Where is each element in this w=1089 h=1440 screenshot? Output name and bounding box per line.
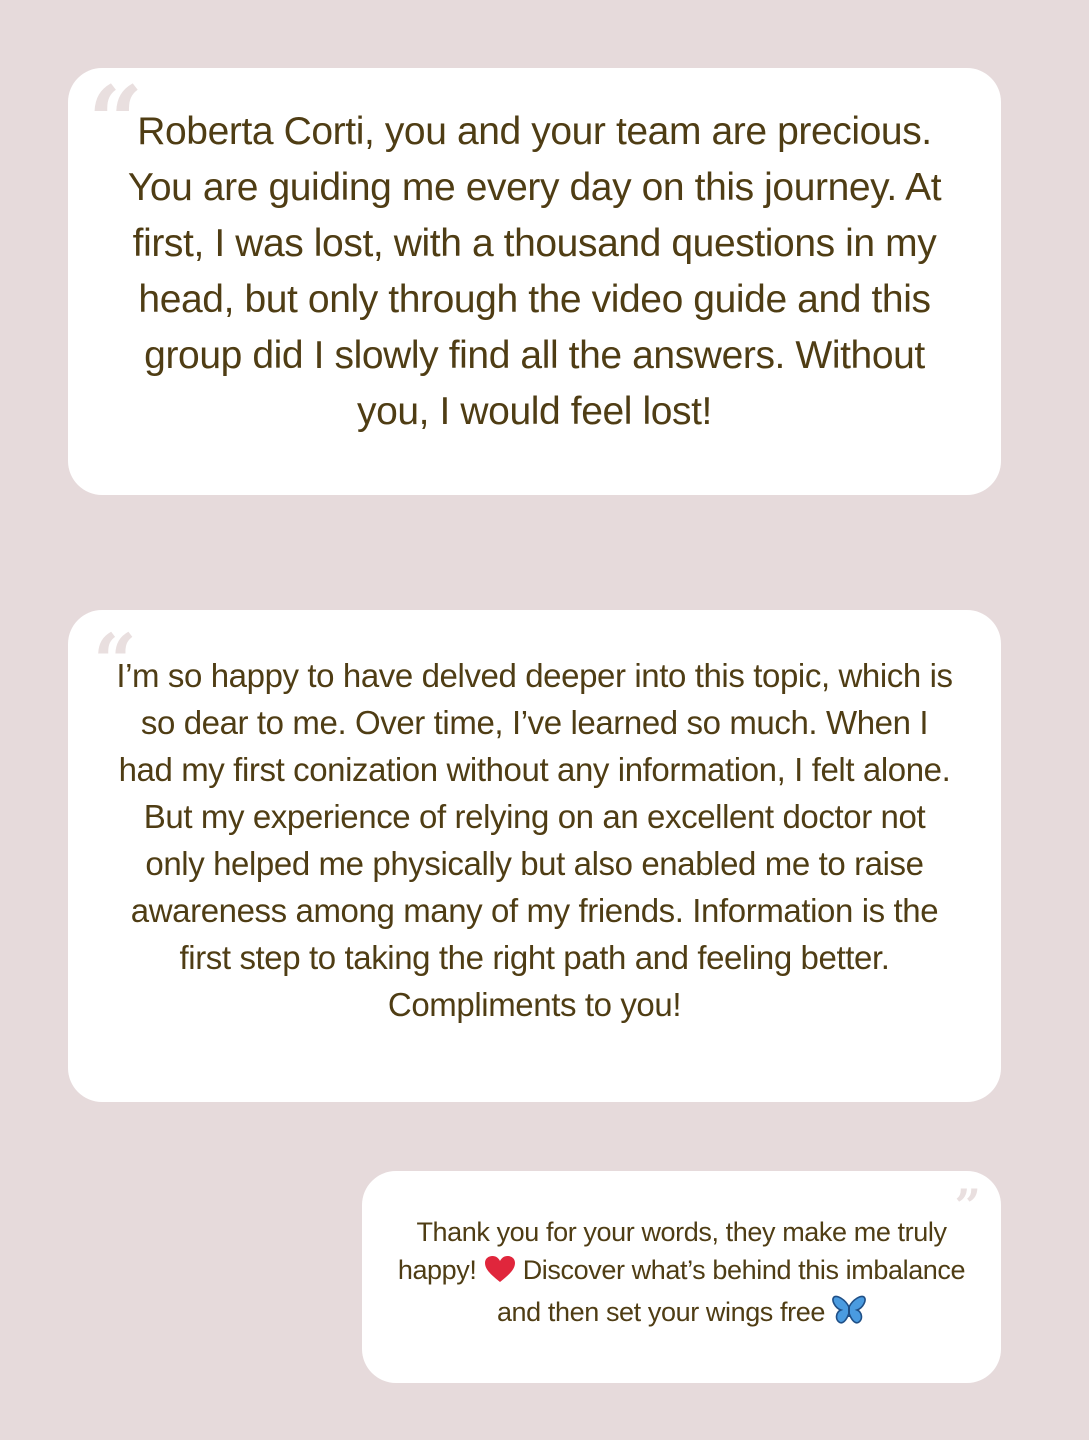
close-quote-icon: ”	[954, 1179, 981, 1233]
testimonial-card-1	[68, 65, 1001, 495]
reply-text-part-2: Discover what’s behind this imbalance and then set your wings free	[496, 1255, 966, 1327]
heart-icon	[484, 1255, 516, 1293]
reply-text-part-1: Thank you for your words, they make me truly happy!	[397, 1217, 947, 1285]
open-quote-icon: “	[88, 65, 144, 178]
butterfly-icon	[832, 1295, 866, 1335]
open-quote-icon: “	[93, 617, 137, 706]
testimonial-1-text: Roberta Corti, you and your team are precious. You are guiding me every day on this journey. At first, I was lost, with a thousand questions in my head, but only through the video guide and this group did I slowly find all the answers. Without you, I would feel lost!	[127, 109, 942, 433]
testimonial-2-text: I’m so happy to have delved deeper into this topic, which is so dear to me. Over time, I’ve learned so much. When I had my first conization without any information, I felt alone. But my experience of relying on an excellent doctor not only helped me physically but also enabled me to raise awareness among many of my friends. Information is the first step to taking the right path and feeling better. Compliments to you!	[116, 657, 953, 1023]
testimonial-card-2	[68, 610, 1001, 1102]
reply-text	[390, 1213, 973, 1335]
reply-card	[362, 1171, 1001, 1383]
